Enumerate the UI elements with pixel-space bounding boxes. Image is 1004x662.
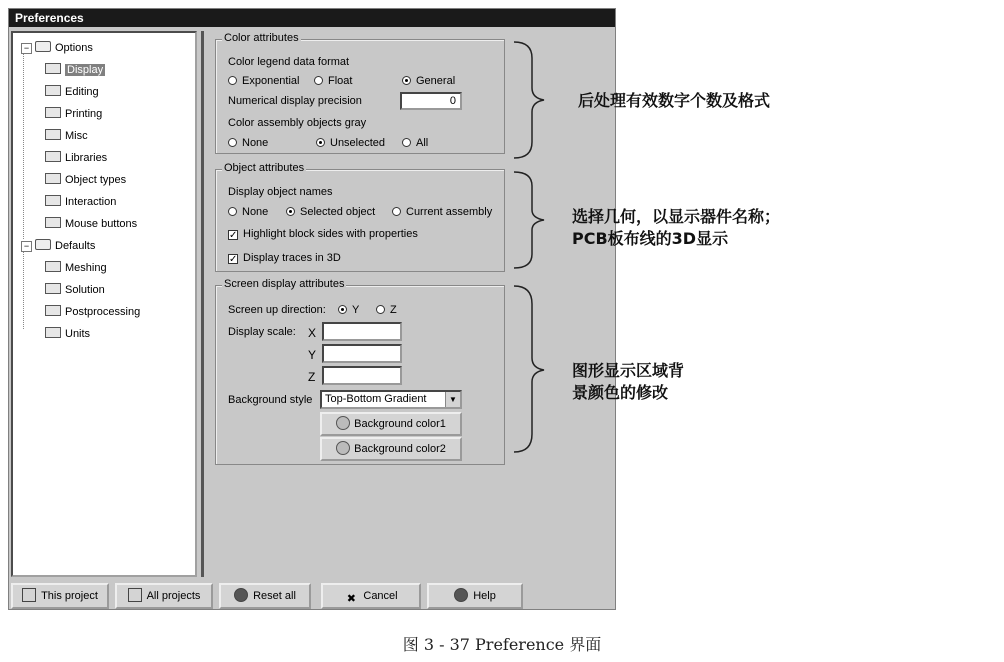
- bottom-button-bar: [9, 579, 615, 609]
- scale-x-label: X: [308, 326, 317, 340]
- all-projects-button[interactable]: All projects: [115, 583, 213, 609]
- palette-icon: [336, 416, 350, 430]
- radio-names-none[interactable]: None: [228, 206, 268, 218]
- folder-icon: [35, 239, 51, 250]
- radio-icon: [376, 305, 385, 314]
- window-icon: [22, 588, 36, 602]
- misc-icon: [45, 129, 61, 140]
- object-attributes-group: [215, 162, 505, 272]
- tree-item-units[interactable]: Units: [45, 325, 90, 343]
- this-project-button[interactable]: This project: [11, 583, 109, 609]
- up-direction-label: Screen up direction:: [228, 304, 326, 316]
- radio-general[interactable]: General: [402, 75, 455, 87]
- scale-y-label: Y: [308, 348, 317, 362]
- cancel-button[interactable]: ✖ Cancel: [321, 583, 421, 609]
- postprocessing-icon: [45, 305, 61, 316]
- tree-item-interaction[interactable]: Interaction: [45, 193, 116, 211]
- brace-color-attributes: [510, 40, 550, 160]
- tree-item-meshing[interactable]: Meshing: [45, 259, 107, 277]
- collapse-toggle[interactable]: −: [21, 43, 32, 54]
- radio-up-y[interactable]: Y: [338, 304, 359, 316]
- help-icon: [454, 588, 468, 602]
- tree-item-display[interactable]: Display: [45, 61, 105, 79]
- interaction-icon: [45, 195, 61, 206]
- radio-names-current[interactable]: Current assembly: [392, 206, 492, 218]
- solution-icon: [45, 283, 61, 294]
- windows-icon: [128, 588, 142, 602]
- help-button[interactable]: Help: [427, 583, 523, 609]
- gray-label: Color assembly objects gray: [228, 117, 367, 129]
- radio-icon: [228, 76, 237, 85]
- bg-style-select[interactable]: Top-Bottom Gradient ▼: [320, 390, 462, 409]
- tree-item-object-types[interactable]: Object types: [45, 171, 126, 189]
- radio-gray-unselected[interactable]: Unselected: [316, 137, 385, 149]
- format-label: Color legend data format: [228, 56, 350, 68]
- object-types-icon: [45, 173, 61, 184]
- radio-up-z[interactable]: Z: [376, 304, 397, 316]
- display-icon: [45, 63, 61, 74]
- precision-input[interactable]: 0: [400, 92, 462, 110]
- radio-icon: [392, 207, 401, 216]
- tree-item-printing[interactable]: Printing: [45, 105, 102, 123]
- radio-icon: [314, 76, 323, 85]
- check-icon: ✓: [229, 254, 238, 265]
- radio-icon: [402, 138, 411, 147]
- editing-icon: [45, 85, 61, 96]
- annotation-object-line2: PCB板布线的3D显示: [572, 229, 729, 248]
- tree-item-options[interactable]: − Options: [35, 39, 93, 57]
- window-title: Preferences: [9, 9, 615, 27]
- brace-object-attributes: [510, 170, 550, 270]
- tree-item-editing[interactable]: Editing: [45, 83, 99, 101]
- meshing-icon: [45, 261, 61, 272]
- traces-checkbox[interactable]: ✓ Display traces in 3D: [229, 252, 341, 265]
- color-attributes-group: [215, 32, 505, 154]
- radio-selected-icon: [286, 207, 295, 216]
- screen-display-group: [215, 278, 505, 465]
- radio-icon: [228, 207, 237, 216]
- radio-names-selected[interactable]: Selected object: [286, 206, 375, 218]
- printer-icon: [45, 107, 61, 118]
- scale-z-input[interactable]: [322, 366, 402, 385]
- bg-style-label: Background style: [228, 394, 313, 406]
- tree-item-libraries[interactable]: Libraries: [45, 149, 107, 167]
- precision-label: Numerical display precision: [228, 95, 362, 107]
- scale-z-label: Z: [308, 370, 316, 384]
- radio-selected-icon: [316, 138, 325, 147]
- check-icon: ✓: [229, 230, 238, 241]
- tree-item-solution[interactable]: Solution: [45, 281, 105, 299]
- close-icon: ✖: [346, 593, 356, 605]
- mouse-icon: [45, 217, 61, 228]
- group-title: Color attributes: [224, 32, 299, 44]
- units-icon: [45, 327, 61, 338]
- reset-icon: [234, 588, 248, 602]
- tree-item-mouse-buttons[interactable]: Mouse buttons: [45, 215, 137, 233]
- radio-icon: [228, 138, 237, 147]
- folder-icon: [35, 41, 51, 52]
- bg-color2-button[interactable]: Background color2: [320, 437, 462, 461]
- annotation-screen-line1: 图形显示区域背: [572, 361, 685, 380]
- chevron-down-icon[interactable]: ▼: [445, 392, 460, 407]
- palette-icon: [336, 441, 350, 455]
- tree-item-misc[interactable]: Misc: [45, 127, 88, 145]
- group-title: Screen display attributes: [224, 278, 345, 290]
- bg-color1-button[interactable]: Background color1: [320, 412, 462, 436]
- radio-float[interactable]: Float: [314, 75, 352, 87]
- figure-caption: 图 3 - 37 Preference 界面: [402, 635, 602, 654]
- annotation-color: 后处理有效数字个数及格式: [578, 91, 771, 110]
- names-label: Display object names: [228, 186, 333, 198]
- radio-gray-all[interactable]: All: [402, 137, 428, 149]
- reset-all-button[interactable]: Reset all: [219, 583, 311, 609]
- brace-screen-display: [510, 284, 550, 454]
- radio-selected-icon: [338, 305, 347, 314]
- radio-selected-icon: [402, 76, 411, 85]
- options-tree[interactable]: [11, 31, 197, 577]
- tree-item-defaults[interactable]: − Defaults: [35, 237, 95, 255]
- group-title: Object attributes: [224, 162, 305, 174]
- annotation-screen-line2: 景颜色的修改: [572, 383, 669, 402]
- radio-exponential[interactable]: Exponential: [228, 75, 300, 87]
- scale-y-input[interactable]: [322, 344, 402, 363]
- scale-label: Display scale:: [228, 326, 296, 338]
- annotation-object-line1: 选择几何，以显示器件名称；: [572, 207, 781, 226]
- libraries-icon: [45, 151, 61, 162]
- scale-x-input[interactable]: [322, 322, 402, 341]
- tree-item-postprocessing[interactable]: Postprocessing: [45, 303, 140, 321]
- collapse-toggle[interactable]: −: [21, 241, 32, 252]
- highlight-checkbox[interactable]: ✓ Highlight block sides with properties: [229, 228, 418, 241]
- splitter[interactable]: [201, 31, 204, 577]
- radio-gray-none[interactable]: None: [228, 137, 268, 149]
